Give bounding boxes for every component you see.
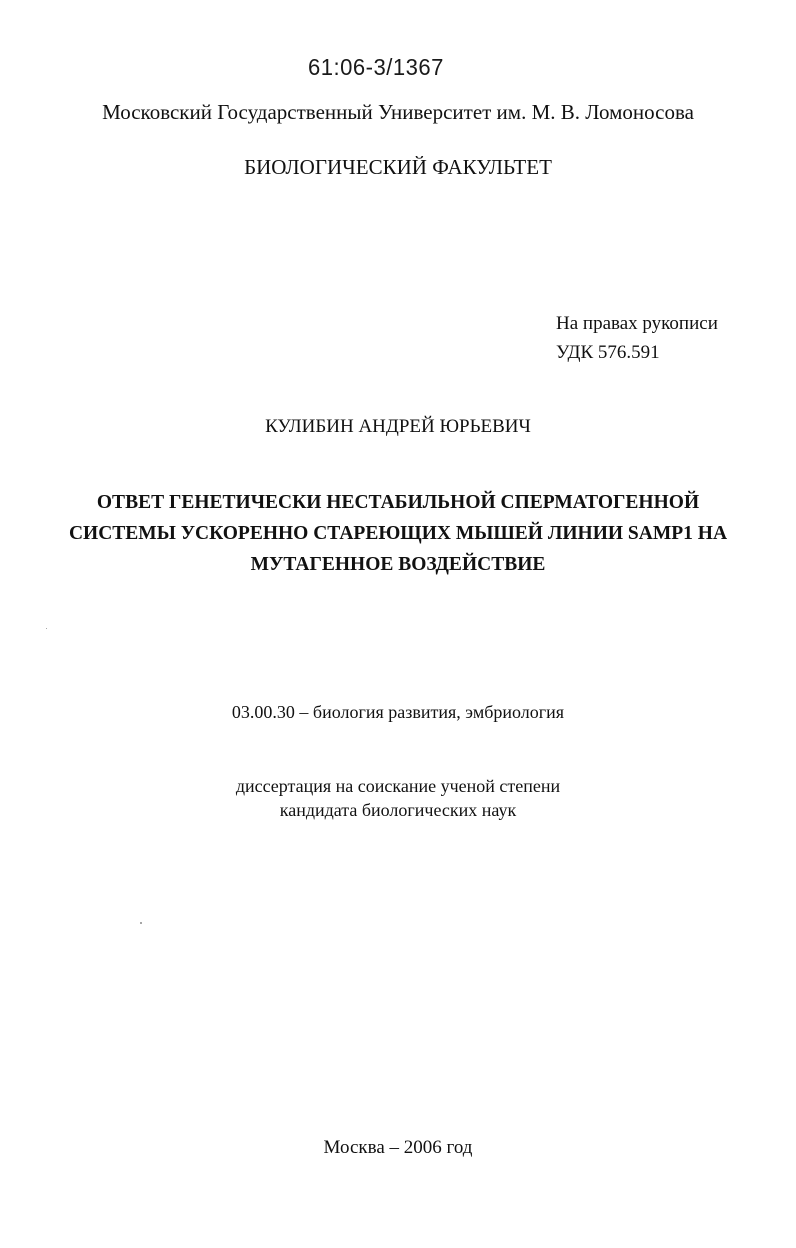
degree-line: кандидата биологических наук <box>279 800 517 820</box>
author-name: КУЛИБИН АНДРЕЙ ЮРЬЕВИЧ <box>265 416 531 437</box>
thesis-title-line: ОТВЕТ ГЕНЕТИЧЕСКИ НЕСТАБИЛЬНОЙ СПЕРМАТОГЕННОЙ <box>96 492 700 513</box>
scan-speck <box>140 922 142 924</box>
specialty-code: 03.00.30 – биология развития, эмбриология <box>231 702 565 722</box>
degree-statement <box>0 774 796 822</box>
scan-speck <box>46 628 47 629</box>
thesis-title-line: МУТАГЕННОЕ ВОЗДЕЙСТВИЕ <box>250 554 546 575</box>
faculty-name: БИОЛОГИЧЕСКИЙ ФАКУЛЬТЕТ <box>244 155 552 179</box>
manuscript-rights-note: На правах рукописи <box>556 313 718 334</box>
udc-code: УДК 576.591 <box>556 342 660 363</box>
city-year: Москва – 2006 год <box>323 1137 473 1158</box>
thesis-title <box>0 487 796 580</box>
degree-line: диссертация на соискание ученой степени <box>235 776 561 796</box>
university-name: Московский Государственный Университет им. М. В. Ломоносова <box>102 100 694 124</box>
thesis-title-line: СИСТЕМЫ УСКОРЕННО СТАРЕЮЩИХ МЫШЕЙ ЛИНИИ SAMP1 НА <box>68 523 728 544</box>
archive-stamp-number: 61:06-3/1367 <box>308 54 444 80</box>
